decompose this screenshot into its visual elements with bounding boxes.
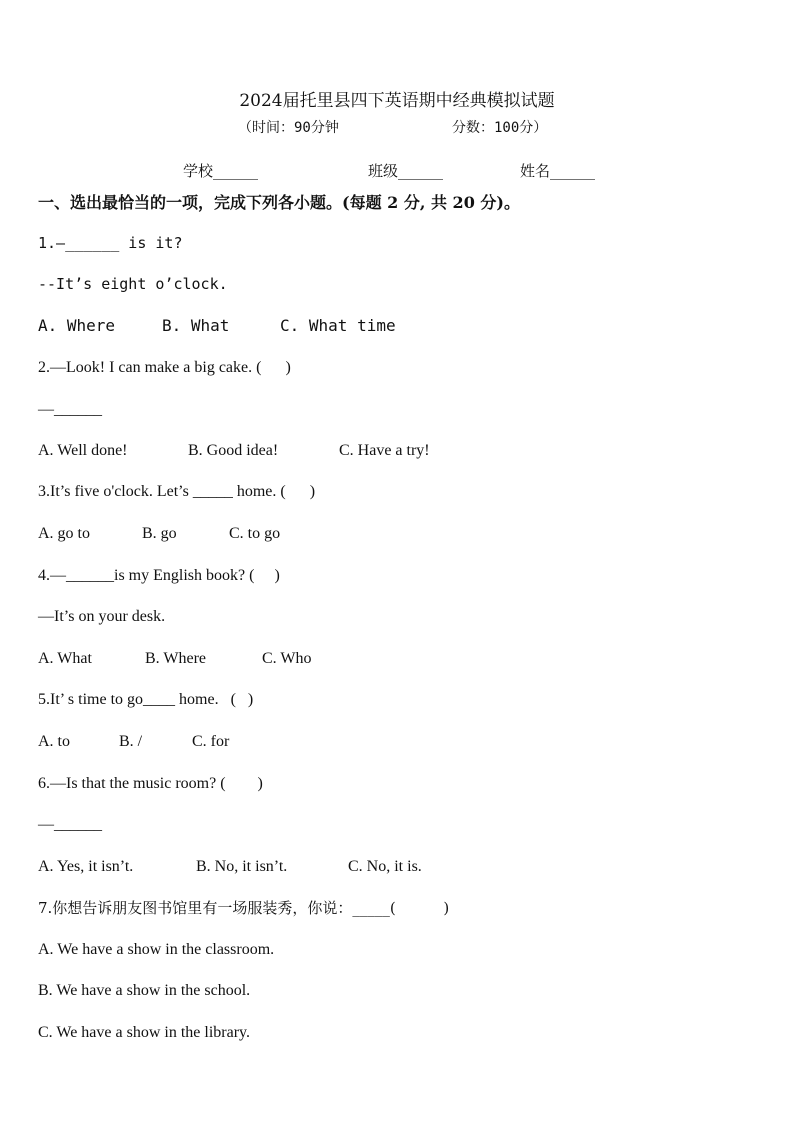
class-field: 班级______ [368,162,444,180]
q3-option-b: B. go [142,525,177,542]
q7-option-c: C. We have a show in the library. [38,1024,250,1041]
q4-option-c: C. Who [262,650,312,667]
page-title: 2024届托里县四下英语期中经典模拟试题 [239,91,555,111]
q3-option-c: C. to go [229,525,281,542]
q7-option-a: A. We have a show in the classroom. [38,941,275,958]
section-title: 一、选出最恰当的一项，完成下列各小题。(每题 2 分, 共 20 分)。 [38,193,520,212]
q2-option-a: A. Well done! [38,442,128,459]
q4-option-b: B. Where [145,650,207,667]
q7-stem: 7.你想告诉朋友图书馆里有一场服装秀，你说：_____( ) [38,899,450,917]
school-field: 学校______ [183,162,259,180]
q6-option-b: B. No, it isn’t. [196,858,288,875]
q1-stem: 1.—______ is it? [38,234,183,252]
q3-option-a: A. go to [38,525,90,542]
q4-reply: —It’s on your desk. [38,608,166,625]
q5-stem: 5.It’ s time to go____ home. ( ) [38,691,254,708]
q4-stem: 4.—______is my English book? ( ) [38,567,280,584]
q3-stem: 3.It’s five o'clock. Let’s _____ home. ( ) [38,483,316,500]
q4-option-a: A. What [38,650,92,667]
q1-option-c: C. What time [280,316,396,335]
q7-option-b: B. We have a show in the school. [38,982,251,999]
name-field: 姓名______ [520,162,596,180]
q2-stem: 2.—Look! I can make a big cake. ( ) [38,359,291,376]
q1-reply: --It’s eight o’clock. [38,275,228,293]
q5-option-c: C. for [192,733,230,750]
q1-option-a: A. Where [38,316,116,335]
q2-option-b: B. Good idea! [188,442,279,459]
q5-option-a: A. to [38,733,70,750]
q5-option-b: B. / [119,733,143,750]
q6-option-a: A. Yes, it isn’t. [38,858,134,875]
exam-time: （时间：90分钟 [238,120,339,136]
q2-option-c: C. Have a try! [339,442,430,459]
exam-score: 分数：100分） [452,120,548,136]
q2-reply: —______ [38,401,102,418]
q6-option-c: C. No, it is. [348,858,422,875]
q6-stem: 6.—Is that the music room? ( ) [38,775,263,792]
q6-reply: —______ [38,816,102,833]
q1-option-b: B. What [162,316,230,335]
